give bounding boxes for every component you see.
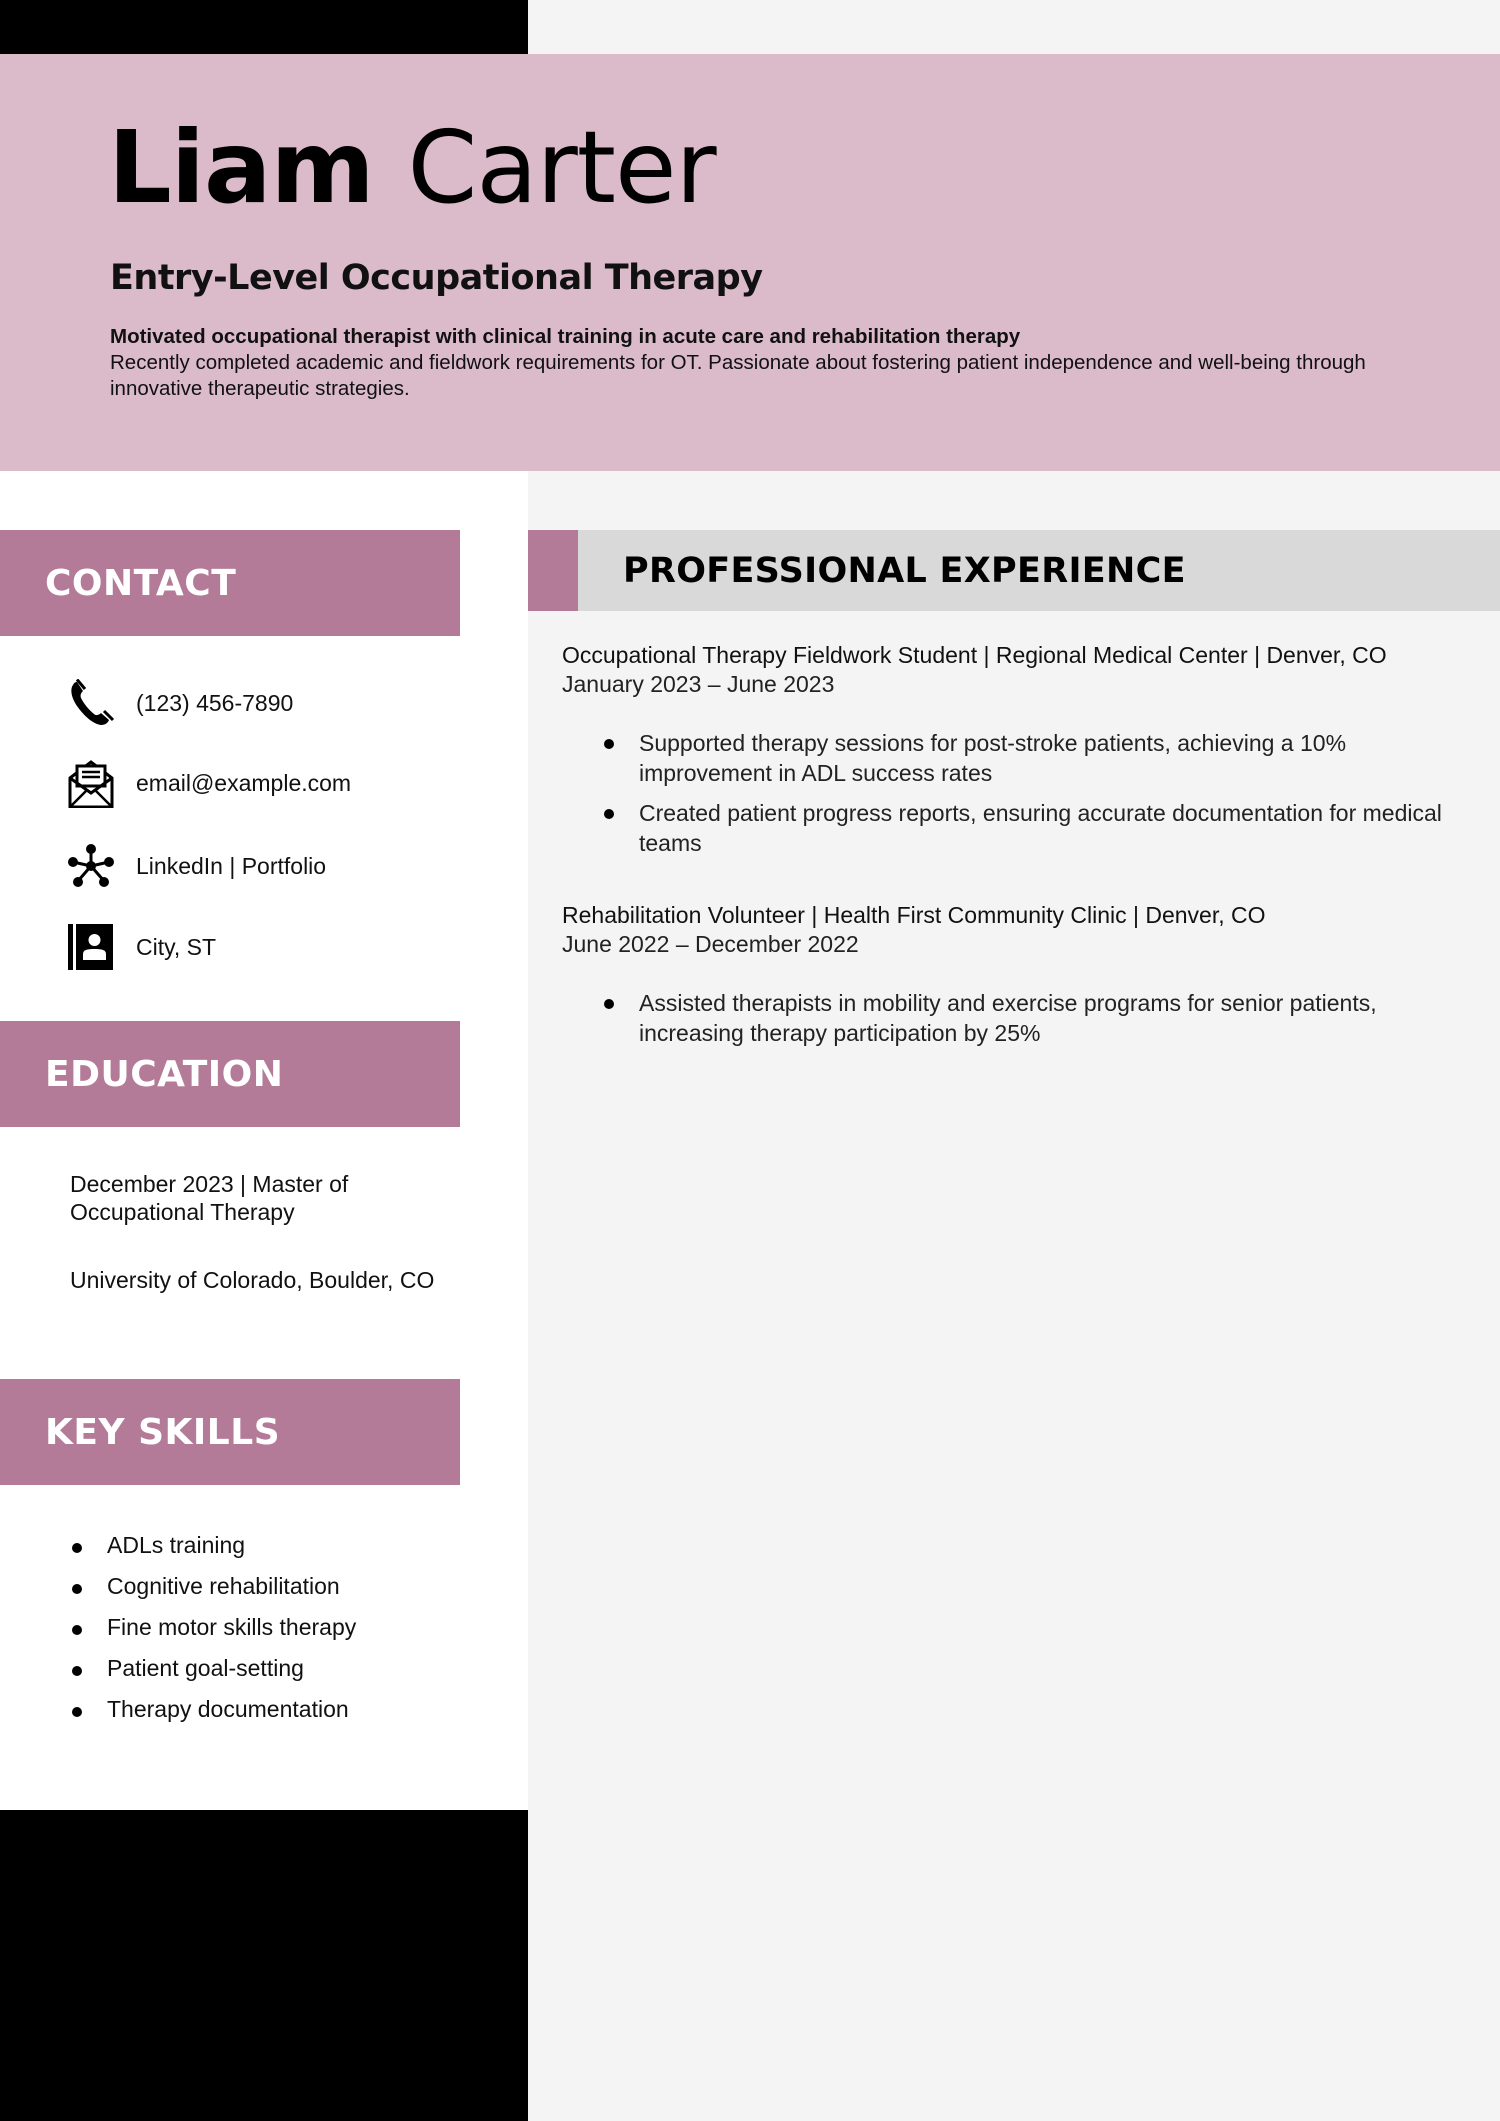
skill-item: Fine motor skills therapy bbox=[70, 1607, 356, 1648]
education-degree: December 2023 | Master of Occupational Therapy bbox=[70, 1171, 349, 1225]
job-bullet: Created patient progress reports, ensuring accurate documentation for medical teams bbox=[562, 798, 1462, 858]
last-name: Carter bbox=[407, 109, 716, 226]
envelope-icon bbox=[68, 759, 114, 807]
contact-links bbox=[68, 842, 326, 890]
skill-item: ADLs training bbox=[70, 1525, 356, 1566]
experience-heading-label: PROFESSIONAL EXPERIENCE bbox=[623, 550, 1186, 591]
candidate-name bbox=[108, 109, 716, 226]
phone-icon bbox=[68, 679, 114, 727]
job-bullets bbox=[562, 988, 1462, 1048]
education-school: University of Colorado, Boulder, CO bbox=[70, 1267, 435, 1293]
job-entry bbox=[562, 640, 1462, 868]
skill-item: Cognitive rehabilitation bbox=[70, 1566, 356, 1607]
skills-list bbox=[70, 1525, 356, 1730]
job-role: Rehabilitation Volunteer | Health First Community Clinic | Denver, CO bbox=[562, 902, 1266, 928]
job-bullets bbox=[562, 728, 1462, 858]
skill-item: Patient goal-setting bbox=[70, 1648, 356, 1689]
job-dates: January 2023 – June 2023 bbox=[562, 671, 835, 697]
first-name: Liam bbox=[108, 109, 374, 226]
network-icon bbox=[68, 842, 114, 890]
contact-location bbox=[68, 923, 216, 971]
top-black-block bbox=[0, 0, 528, 54]
skills-heading: KEY SKILLS bbox=[0, 1379, 460, 1485]
contact-email bbox=[68, 759, 351, 807]
job-bullet: Assisted therapists in mobility and exercise programs for senior patients, increasing therapy participation by 25% bbox=[562, 988, 1462, 1048]
contact-card-icon bbox=[68, 923, 114, 971]
skill-item: Therapy documentation bbox=[70, 1689, 356, 1730]
job-dates: June 2022 – December 2022 bbox=[562, 931, 859, 957]
location: City, ST bbox=[136, 933, 217, 960]
contact-phone bbox=[68, 679, 293, 727]
phone-number: (123) 456-7890 bbox=[136, 689, 294, 716]
summary bbox=[110, 324, 1410, 402]
bottom-black-block bbox=[0, 1810, 528, 2121]
heading-accent-bar bbox=[528, 530, 578, 611]
job-role: Occupational Therapy Fieldwork Student | Regional Medical Center | Denver, CO bbox=[562, 642, 1387, 668]
job-title: Entry-Level Occupational Therapy bbox=[110, 258, 763, 298]
job-bullet: Supported therapy sessions for post-stroke patients, achieving a 10% improvement in ADL success rates bbox=[562, 728, 1462, 788]
email-address: email@example.com bbox=[136, 769, 352, 796]
linkedin-portfolio-links[interactable]: LinkedIn | Portfolio bbox=[136, 852, 327, 879]
summary-body: Recently completed academic and fieldwork requirements for OT. Passionate about fostering patient independence and well-being through innovative therapeutic strategies. bbox=[110, 351, 1366, 400]
summary-lead: Motivated occupational therapist with clinical training in acute care and rehabilitation therapy bbox=[110, 325, 1021, 348]
job-entry bbox=[562, 900, 1462, 1058]
education-heading: EDUCATION bbox=[0, 1021, 460, 1127]
contact-heading: CONTACT bbox=[0, 530, 460, 636]
experience-heading bbox=[528, 530, 1500, 611]
